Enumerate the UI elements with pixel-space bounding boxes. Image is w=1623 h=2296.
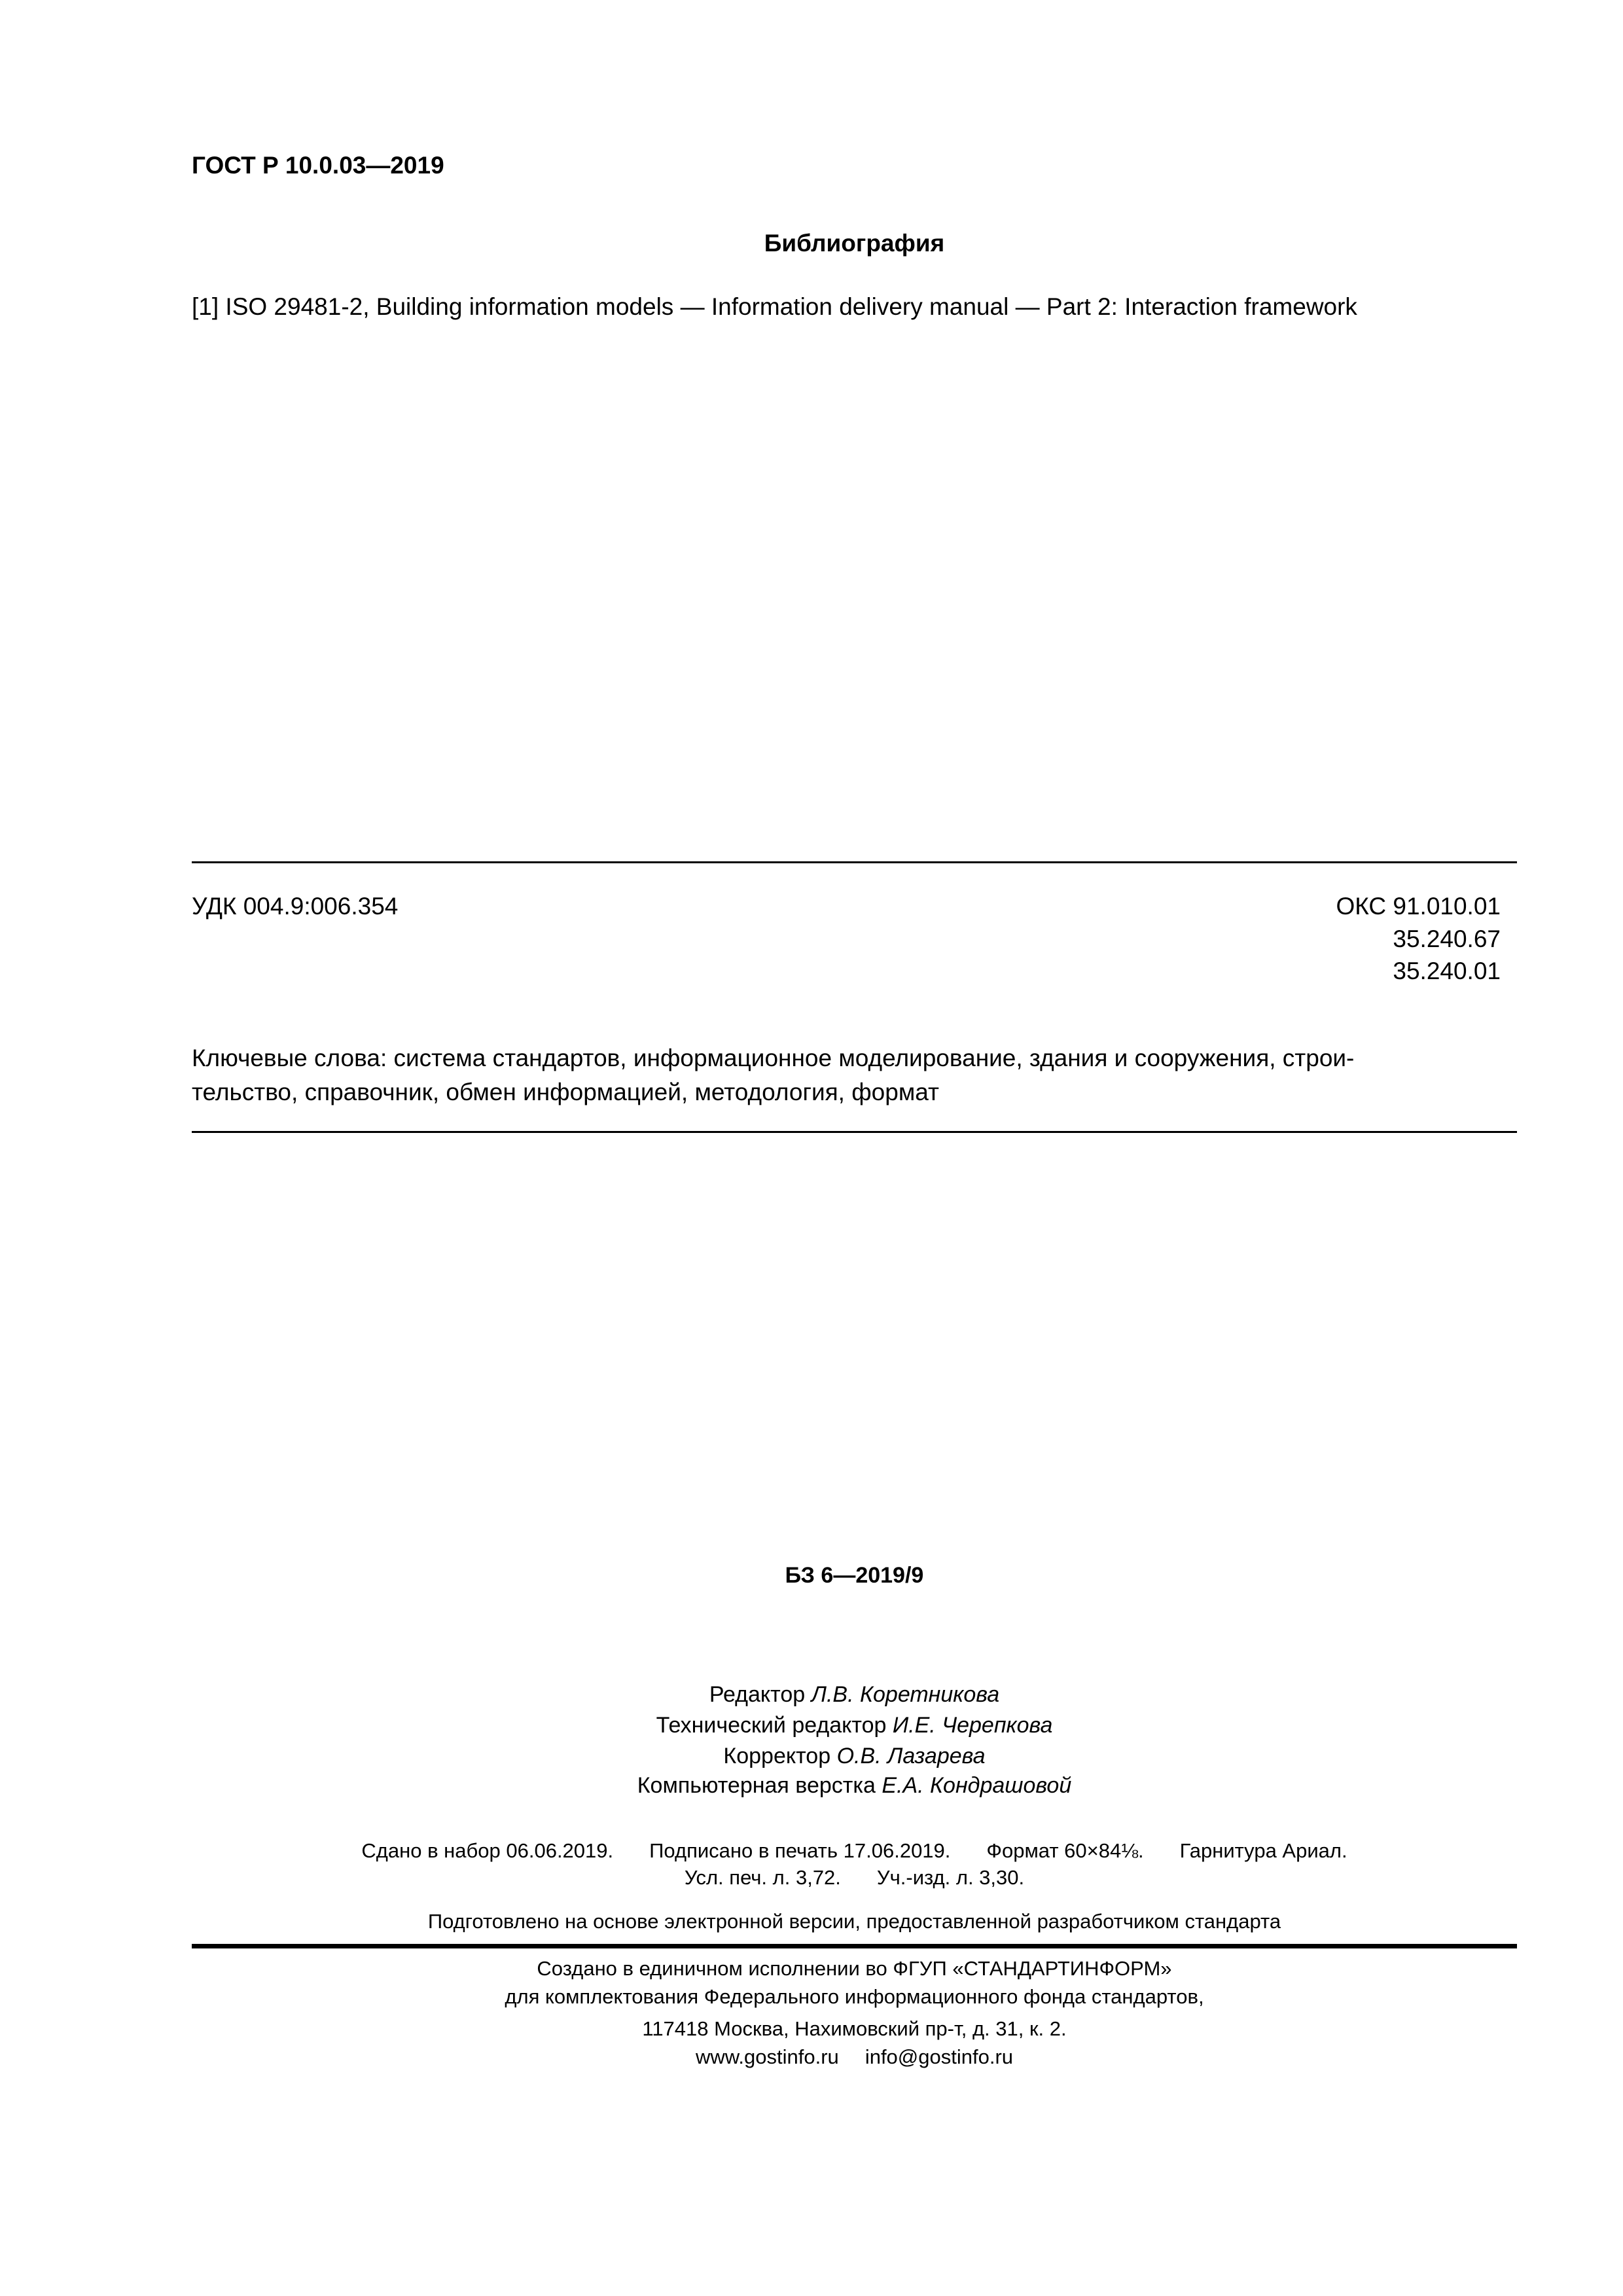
credit-role: Компьютерная верстка [637,1773,876,1798]
udk-code: УДК 004.9:006.354 [192,893,399,920]
credit-name: О.В. Лазарева [836,1744,986,1768]
credit-role: Редактор [709,1682,806,1707]
bz-code: БЗ 6—2019/9 [785,1563,924,1588]
publisher-line: Создано в единичном исполнении во ФГУП «СТАНДАРТИНФОРМ» [537,1957,1172,1980]
credit-role: Технический редактор [656,1713,887,1738]
imprint-prepared: Подготовлено на основе электронной версии, предоставленной разработчиком стандарта [427,1910,1281,1933]
credit-name: Л.В. Коретникова [811,1682,1000,1707]
credit-line [192,1712,1517,1739]
credit-name: Е.А. Кондрашовой [882,1773,1072,1798]
oks-code: 35.240.01 [1393,958,1501,984]
website-link[interactable]: www.gostinfo.ru [695,2045,839,2068]
credit-line [192,1743,1517,1770]
keywords-line: Ключевые слова: система стандартов, информационное моделирование, здания и сооружения, строи- [192,1045,1355,1071]
publisher-contacts [192,2045,1517,2069]
publisher-line: для комплектования Федерального информационного фонда стандартов, [505,1985,1204,2008]
bibliography-title: Библиография [764,230,945,257]
imprint-typeface: Гарнитура Ариал. [1179,1839,1347,1862]
imprint-signed: Подписано в печать 17.06.2019. [649,1839,951,1862]
credit-name: И.Е. Черепкова [892,1713,1053,1738]
imprint-line [192,1839,1517,1863]
publisher-address: 117418 Москва, Нахимовский пр-т, д. 31, к. 2. [642,2017,1067,2040]
divider [192,861,1517,863]
imprint-format: Формат 60×84⅛. [986,1839,1144,1862]
oks-code: ОКС 91.010.01 [1336,893,1501,920]
divider [192,1131,1517,1133]
imprint-pub-sheets: Уч.-изд. л. 3,30. [876,1866,1025,1889]
thick-divider [192,1944,1517,1948]
imprint-sent: Сдано в набор 06.06.2019. [361,1839,614,1862]
credit-line [192,1681,1517,1708]
credit-line [192,1772,1517,1799]
keywords-line: тельство, справочник, обмен информацией, методология, формат [192,1079,939,1105]
imprint-print-sheets: Усл. печ. л. 3,72. [684,1866,841,1889]
bibliography-item: [1] ISO 29481-2, Building information models — Information delivery manual — Part 2: Interaction framework [192,293,1357,320]
credit-role: Корректор [723,1744,831,1768]
email-link[interactable]: info@gostinfo.ru [865,2045,1014,2068]
imprint-line [192,1865,1517,1890]
document-code: ГОСТ Р 10.0.03—2019 [192,152,444,179]
oks-code: 35.240.67 [1393,925,1501,952]
